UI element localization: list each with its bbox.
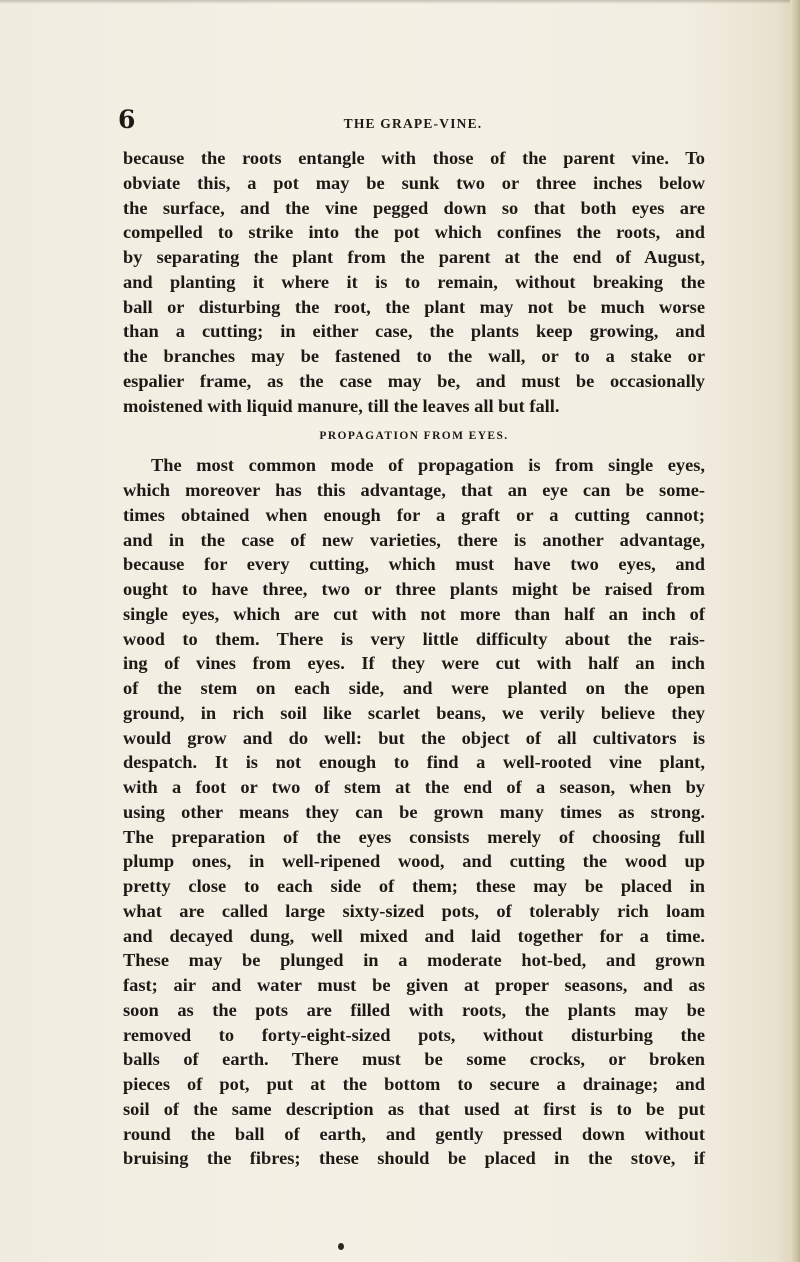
text-line: ought to have three, two or three plants might be raised from — [123, 579, 705, 599]
text-line: because for every cutting, which must have two eyes, and — [123, 554, 705, 575]
text-line: round the ball of earth, and gently pressed down without — [123, 1123, 705, 1144]
text-line: wood to them. There is very little difficulty about the rais- — [123, 628, 705, 649]
text-line: using other means they can be grown many times as strong. — [123, 801, 705, 822]
text-line: and planting it where it is to remain, without breaking the — [123, 271, 705, 292]
text-line: times obtained when enough for a graft or a cutting cannot; — [123, 504, 705, 525]
text-line: pretty close to each side of them; these may be placed in — [123, 876, 705, 896]
text-line: balls of earth. There must be some crocks, or broken — [123, 1049, 705, 1070]
text-line: These may be plunged in a moderate hot-bed, and grown — [123, 950, 705, 971]
text-line: compelled to strike into the pot which confines the roots, and — [123, 222, 705, 243]
running-title: THE GRAPE-VINE. — [343, 116, 483, 131]
text-line: ground, in rich soil like scarlet beans, we verily believe they — [123, 702, 705, 723]
text-line: and in the case of new varieties, there is another advantage, — [123, 529, 705, 550]
text-line: moistened with liquid manure, till the leaves all but fall. — [123, 395, 560, 416]
text-line: ing of vines from eyes. If they were cut with half an inch — [123, 653, 705, 674]
text-line: because the roots entangle with those of the parent vine. To — [123, 148, 705, 168]
text-line: despatch. It is not enough to find a well-rooted vine plant, — [123, 752, 705, 773]
text-line: soil of the same description as that used at first is to be put — [123, 1098, 705, 1119]
text-line: what are called large sixty-sized pots, of tolerably rich loam — [123, 900, 705, 921]
page-edge — [790, 0, 800, 1262]
text-line: than a cutting; in either case, the plants keep growing, and — [123, 321, 705, 342]
paragraph-2 — [123, 453, 705, 1171]
text-line: of the stem on each side, and were planted on the open — [123, 678, 705, 698]
text-line: the surface, and the vine pegged down so that both eyes are — [123, 197, 705, 218]
paragraph-1 — [123, 146, 705, 418]
text-line: soon as the pots are filled with roots, the plants may be — [123, 999, 705, 1020]
text-line: espalier frame, as the case may be, and must be occasionally — [123, 370, 705, 391]
text-line: and decayed dung, well mixed and laid together for a time. — [123, 925, 705, 946]
page-top-shadow — [0, 0, 800, 4]
text-line: by separating the plant from the parent at the end of August, — [123, 247, 705, 267]
text-line: which moreover has this advantage, that an eye can be some- — [123, 480, 705, 500]
text-line: bruising the fibres; these should be placed in the stove, if — [123, 1148, 705, 1169]
text-line: single eyes, which are cut with not more than half an inch of — [123, 603, 705, 624]
text-line: the branches may be fastened to the wall, or to a stake or — [123, 346, 705, 366]
text-line: obviate this, a pot may be sunk two or three inches below — [123, 172, 705, 193]
body-text — [123, 146, 705, 1171]
text-line: fast; air and water must be given at proper seasons, and as — [123, 975, 705, 995]
text-line: removed to forty-eight-sized pots, without disturbing the — [123, 1024, 705, 1045]
running-head — [118, 105, 708, 138]
ink-speck — [338, 1243, 344, 1250]
text-line: The most common mode of propagation is from single eyes, — [151, 455, 705, 476]
text-line: with a foot or two of stem at the end of a season, when by — [123, 777, 705, 797]
text-line: pieces of pot, put at the bottom to secure a drainage; and — [123, 1074, 705, 1094]
text-line: plump ones, in well-ripened wood, and cutting the wood up — [123, 851, 705, 872]
text-line: would grow and do well: but the object of all cultivators is — [123, 727, 705, 748]
text-line: ball or disturbing the root, the plant may not be much worse — [123, 296, 705, 317]
section-heading: PROPAGATION FROM EYES. — [319, 430, 509, 443]
text-line: The preparation of the eyes consists merely of choosing full — [123, 826, 705, 847]
page-number: 6 — [118, 105, 136, 134]
